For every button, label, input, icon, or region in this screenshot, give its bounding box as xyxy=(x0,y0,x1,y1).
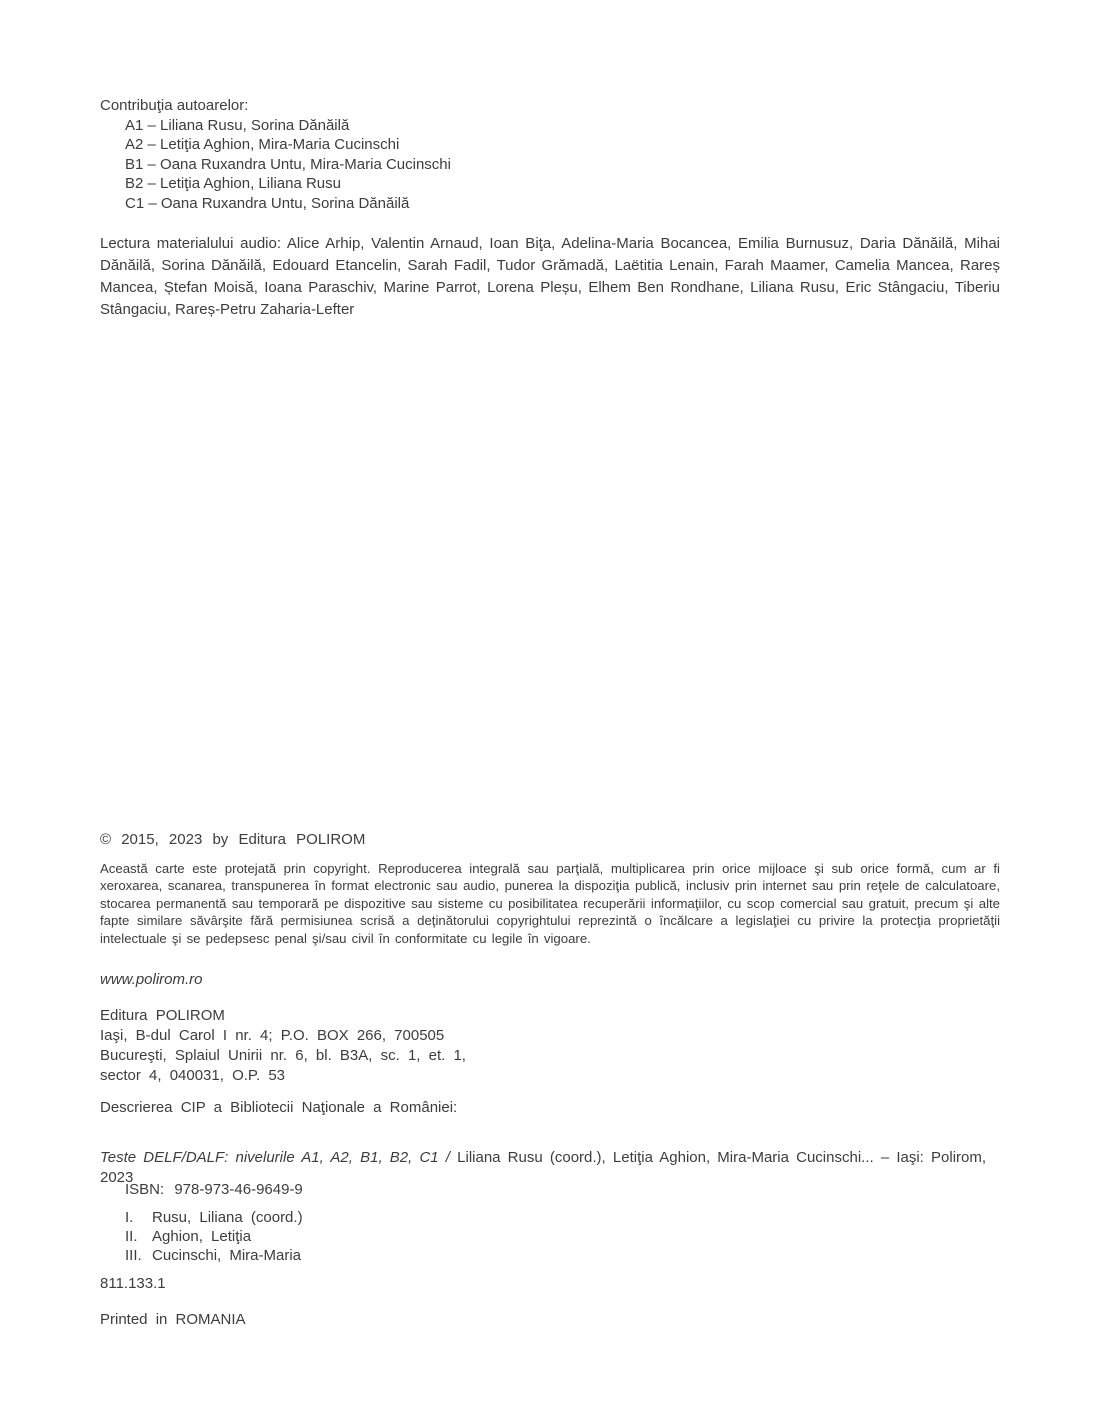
contributions-heading: Contribuţia autoarelor: xyxy=(100,97,249,114)
publisher-block xyxy=(100,1006,1000,1086)
contribution-item: B1 – Oana Ruxandra Untu, Mira-Maria Cucinschi xyxy=(125,155,451,173)
publisher-name: Editura POLIROM xyxy=(100,1007,225,1024)
index-entry-numeral: III. xyxy=(125,1247,142,1264)
index-entry-name: Cucinschi, Mira-Maria xyxy=(152,1247,302,1264)
audio-credits-paragraph: Lectura materialului audio: Alice Arhip, Valentin Arnaud, Ioan Biţa, Adelina-Maria Bocancea, Emilia Burnusuz, Daria Dănăilă, Mihai Dănăilă, Sorina Dănăilă, Edouard Etancelin, Sarah Fadil, Tudor Grămadă, Laëtitia Lenain, Farah Maamer, Camelia Mancea, Rareș Mancea, Ștefan Moisă, Ioana Paraschiv, Marine Parrot, Lorena Pleșu, Elhem Ben Rondhane, Liliana Rusu, Eric Stângaciu, Tiberiu Stângaciu, Rareș-Petru Zaharia-Lefter xyxy=(100,235,1000,318)
cip-entry-title: Teste DELF/DALF: nivelurile A1, A2, B1, B2, C1 / xyxy=(100,1149,450,1166)
contribution-item: A2 – Letiţia Aghion, Mira-Maria Cucinschi xyxy=(125,136,400,153)
udc-number: 811.133.1 xyxy=(100,1275,166,1292)
publisher-address-line: sector 4, 040031, O.P. 53 xyxy=(100,1067,286,1084)
contributions-list xyxy=(125,116,1000,214)
index-entry-name: Aghion, Letiţia xyxy=(152,1228,252,1245)
contributions-section xyxy=(100,96,1000,213)
index-entry xyxy=(125,1208,1025,1227)
publisher-address-line: Bucureşti, Splaiul Unirii nr. 6, bl. B3A, sc. 1, et. 1, xyxy=(100,1047,466,1064)
index-entry xyxy=(125,1227,1025,1246)
contribution-item: A1 – Liliana Rusu, Sorina Dănăilă xyxy=(125,116,350,134)
printed-in-line: Printed in ROMANIA xyxy=(100,1311,246,1328)
contribution-item: C1 – Oana Ruxandra Untu, Sorina Dănăilă xyxy=(125,194,410,212)
publisher-website: www.polirom.ro xyxy=(100,971,203,988)
copyright-line: © 2015, 2023 by Editura POLIROM xyxy=(100,831,366,848)
index-entry-numeral: II. xyxy=(125,1228,138,1245)
copyright-notice: Această carte este protejată prin copyright. Reproducerea integrală sau parţială, multiplicarea prin orice mijloace şi sub orice formă, cum ar fi xeroxarea, scanarea, transpunerea în format electronic sau audio, punerea la dispoziţia publică, inclusiv prin internet sau prin reţele de calculatoare, stocarea permanentă sau temporară pe dispozitive sau sisteme cu posibilitatea recuperării informaţiilor, cu scop comercial sau gratuit, precum şi alte fapte similare săvârşite fără permisiunea scrisă a deţinătorului copyrightului reprezintă o încălcare a legislaţiei cu privire la protecţia proprietăţii intelectuale şi se pedepsesc penal şi/sau civil în conformitate cu legile în vigoare. xyxy=(100,861,1000,946)
cip-heading: Descrierea CIP a Bibliotecii Naţionale a României: xyxy=(100,1099,458,1116)
index-entry xyxy=(125,1246,1025,1265)
index-entries xyxy=(125,1208,1025,1265)
cip-entry-rest: Liliana Rusu (coord.), Letiţia Aghion, Mira-Maria Cucinschi... – Iaşi: Polirom, 2023 xyxy=(100,1149,987,1186)
publisher-address-line: Iaşi, B-dul Carol I nr. 4; P.O. BOX 266, 700505 xyxy=(100,1027,445,1044)
index-entry-numeral: I. xyxy=(125,1209,134,1226)
isbn-line: ISBN: 978-973-46-9649-9 xyxy=(125,1181,303,1198)
index-entry-name: Rusu, Liliana (coord.) xyxy=(152,1209,303,1226)
contribution-item: B2 – Letiţia Aghion, Liliana Rusu xyxy=(125,175,341,192)
